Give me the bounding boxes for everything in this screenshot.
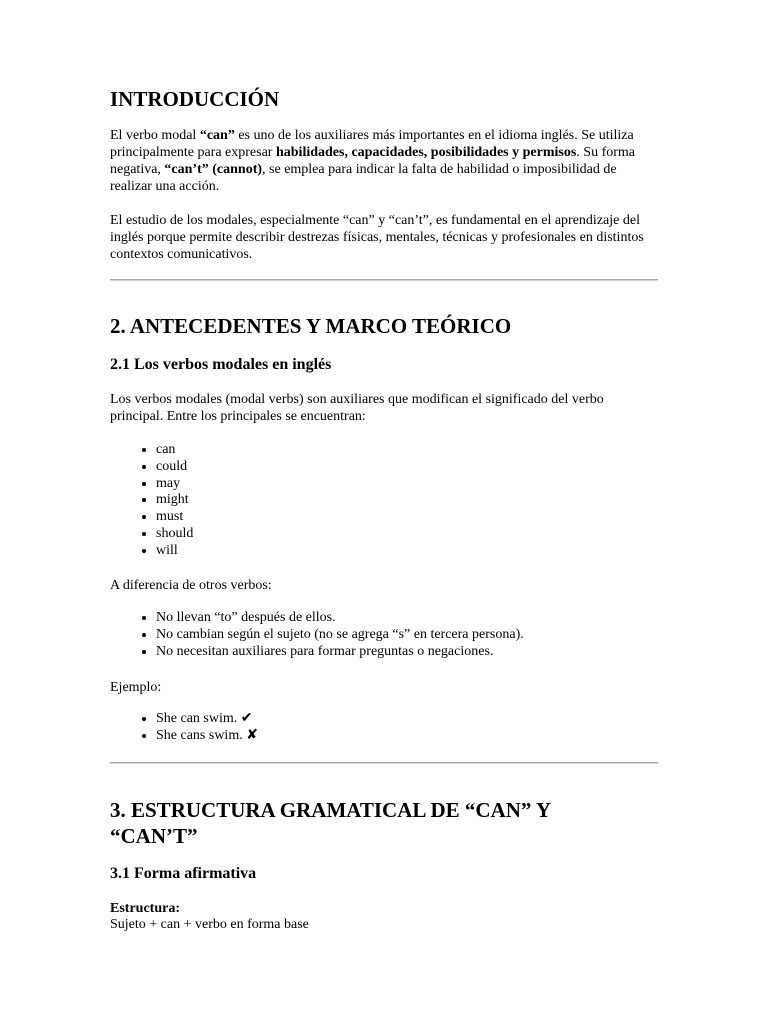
intro-p1-text-3: . Su forma negativa, [110,145,635,177]
section2-paragraph: Los verbos modales (modal verbs) son auxiliares que modifican el significado del verbo principal. Entre los principales se encuentran: [110,392,604,424]
intro-p1-text-1: El verbo modal [110,128,200,143]
intro-paragraph-2: El estudio de los modales, especialmente “can” y “can’t”, es fundamental en el aprendizaje del inglés porque permite describir destrezas físicas, mentales, técnicas y profesionales en distintos contextos comunicativos. [110,213,644,262]
example-label: Ejemplo: [110,680,162,695]
list-item: • No llevan “to” después de ellos. [156,610,658,627]
divider [110,279,658,281]
section3-subtitle: 3.1 Forma afirmativa [110,865,257,882]
list-item: • No cambian según el sujeto (no se agrega “s” en tercera persona). [156,627,658,644]
intro-p1-text-2: es uno de los auxiliares más importantes en el idioma inglés. Se utiliza principalmente para expresar [110,128,634,160]
list-item: • must [156,509,658,526]
list-item: • She cans swim. ✘ [156,728,658,745]
list-item: • No necesitan auxiliares para formar preguntas o negaciones. [156,644,658,661]
list-item: • can [156,442,658,459]
intro-p1-bold-uses: habilidades, capacidades, posibilidades y permisos [275,145,577,160]
list-item: • She can swim. ✔ [156,711,658,728]
section3-title: 3. ESTRUCTURA GRAMATICAL DE “CAN” Y “CAN’T” [110,798,551,848]
modal-verbs-list [110,442,658,560]
examples-list [110,711,658,745]
divider [110,762,658,764]
intro-p1-text-4: , se emplea para indicar la falta de habilidad o imposibilidad de realizar una acción. [110,162,617,194]
section2-title: 2. ANTECEDENTES Y MARCO TEÓRICO [110,314,512,338]
intro-p1-bold-can: “can” [199,128,235,143]
differences-intro: A diferencia de otros verbos: [110,578,272,593]
structure-label: Estructura: [110,901,180,916]
list-item: • should [156,526,658,543]
differences-list [110,610,658,660]
list-item: • could [156,459,658,476]
intro-p1-bold-cant: “can’t” (cannot) [164,162,263,177]
list-item: • will [156,543,658,560]
intro-paragraph-1 [110,127,658,195]
list-item: • may [156,476,658,493]
section2-subtitle: 2.1 Los verbos modales en inglés [110,356,332,373]
intro-title: INTRODUCCIÓN [110,87,280,111]
structure-formula: Sujeto + can + verbo en forma base [110,917,309,932]
list-item: • might [156,492,658,509]
